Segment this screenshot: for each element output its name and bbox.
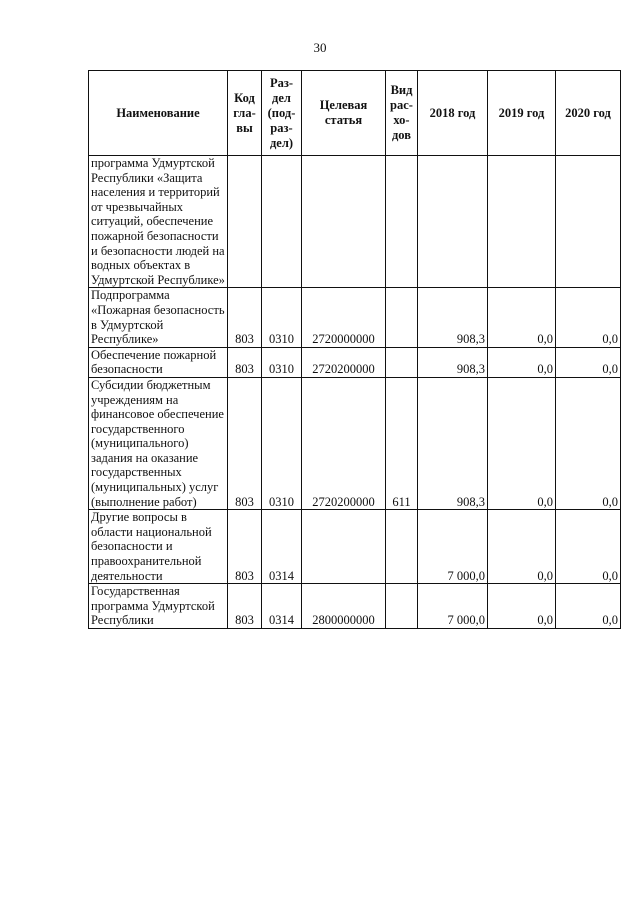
row-2018: 908,3: [418, 347, 488, 377]
row-chapter: 803: [228, 288, 262, 347]
column-header-2018: 2018 год: [418, 71, 488, 156]
row-target: 2800000000: [302, 584, 386, 629]
row-section: 0310: [262, 377, 302, 509]
row-expense-type: [386, 347, 418, 377]
row-2018: [418, 156, 488, 288]
row-expense-type: [386, 156, 418, 288]
row-chapter: 803: [228, 510, 262, 584]
row-target: 2720000000: [302, 288, 386, 347]
row-name: Государственная программа Удмуртской Республики: [89, 584, 228, 629]
row-2019: [488, 156, 556, 288]
table-row: [89, 510, 621, 584]
row-target: 2720200000: [302, 377, 386, 509]
row-expense-type: [386, 584, 418, 629]
row-name: программа Удмуртской Республики «Защита населения и территорий от чрезвычайных ситуаций, обеспечение пожарной безопасности и безопасности людей на водных объектах в Удмуртской Республике»: [89, 156, 228, 288]
row-2018: 7 000,0: [418, 510, 488, 584]
table-row: [89, 288, 621, 347]
page-number: 30: [313, 40, 327, 55]
table-row: [89, 377, 621, 509]
row-section: 0310: [262, 288, 302, 347]
row-section: 0314: [262, 510, 302, 584]
table-row: [89, 584, 621, 629]
row-section: 0310: [262, 347, 302, 377]
row-2020: 0,0: [556, 584, 621, 629]
column-header-2020: 2020 год: [556, 71, 621, 156]
row-chapter: 803: [228, 377, 262, 509]
budget-table: [88, 70, 621, 629]
row-name: Подпрограмма «Пожарная безопасность в Удмуртской Республике»: [89, 288, 228, 347]
row-target: [302, 510, 386, 584]
column-header-expense-type: Вид рас- хо- дов: [386, 71, 418, 156]
row-target: 2720200000: [302, 347, 386, 377]
column-header-2019: 2019 год: [488, 71, 556, 156]
row-2019: 0,0: [488, 510, 556, 584]
column-header-target: Целевая статья: [302, 71, 386, 156]
row-name: Обеспечение пожарной безопасности: [89, 347, 228, 377]
column-header-section: Раз- дел (под- раз- дел): [262, 71, 302, 156]
row-target: [302, 156, 386, 288]
row-2020: 0,0: [556, 377, 621, 509]
table-row: [89, 347, 621, 377]
row-2019: 0,0: [488, 288, 556, 347]
row-expense-type: [386, 288, 418, 347]
row-2018: 7 000,0: [418, 584, 488, 629]
row-chapter: 803: [228, 347, 262, 377]
table-row: [89, 156, 621, 288]
row-chapter: [228, 156, 262, 288]
row-name: Другие вопросы в области национальной безопасности и правоохранительной деятельности: [89, 510, 228, 584]
row-2020: 0,0: [556, 288, 621, 347]
row-2019: 0,0: [488, 347, 556, 377]
table-header-row: [89, 71, 621, 156]
row-expense-type: 611: [386, 377, 418, 509]
row-2020: 0,0: [556, 510, 621, 584]
row-section: [262, 156, 302, 288]
row-2019: 0,0: [488, 377, 556, 509]
row-2018: 908,3: [418, 288, 488, 347]
row-2018: 908,3: [418, 377, 488, 509]
row-chapter: 803: [228, 584, 262, 629]
row-expense-type: [386, 510, 418, 584]
row-name: Субсидии бюджетным учреждениям на финансовое обеспечение государственного (муниципального) задания на оказание государственных (муниципальных) услуг (выполнение работ): [89, 377, 228, 509]
row-2019: 0,0: [488, 584, 556, 629]
row-2020: [556, 156, 621, 288]
column-header-name: Наименование: [89, 71, 228, 156]
row-2020: 0,0: [556, 347, 621, 377]
column-header-chapter: Код гла- вы: [228, 71, 262, 156]
row-section: 0314: [262, 584, 302, 629]
